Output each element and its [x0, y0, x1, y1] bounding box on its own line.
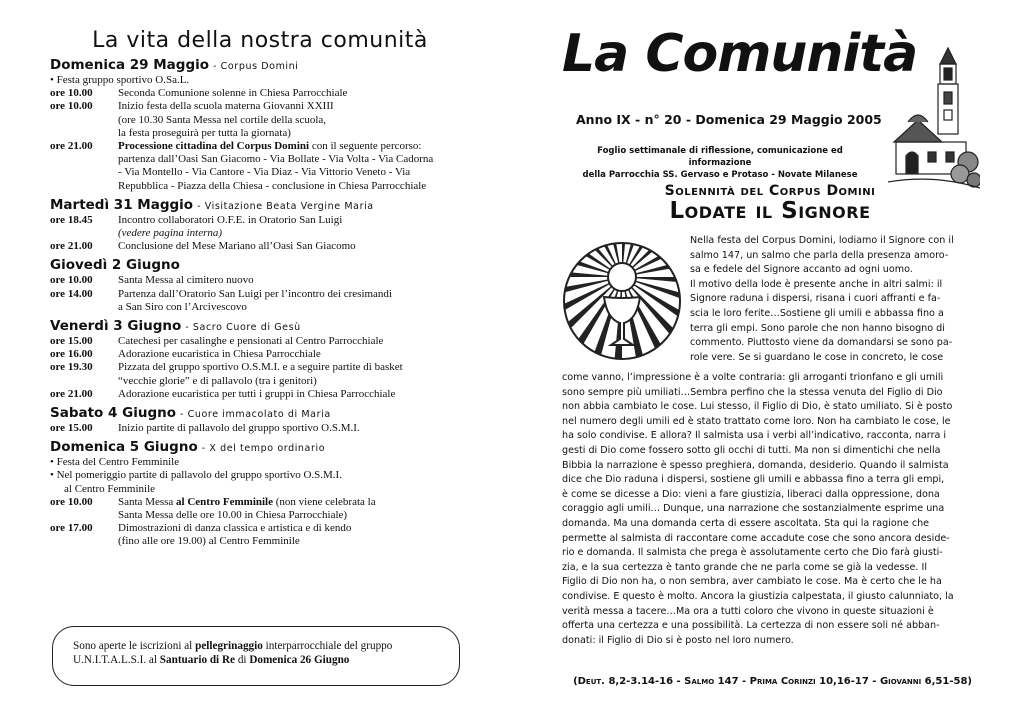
- day-feast: - Visitazione Beata Vergine Maria: [197, 200, 374, 212]
- church-illustration-icon: [888, 42, 980, 192]
- article-line: rio e domanda. Il salmista che prega è assolutamente certo che Dio farà giusti-: [562, 547, 943, 559]
- event-text: [118, 100, 470, 113]
- event-row: [50, 127, 470, 140]
- event-row: [50, 348, 470, 361]
- article-line: dice che Dio raduna i dispersi, sostiene gli umili e abbassa fino a terra gli empi,: [562, 474, 945, 486]
- event-text-part: Partenza dall’Oratorio San Luigi per l’incontro dei cresimandi: [118, 287, 392, 300]
- event-time: [50, 535, 118, 548]
- day-heading: [50, 405, 470, 421]
- event-bullet: • Nel pomeriggio partite di pallavolo del gruppo sportivo O.S.M.I.: [50, 469, 342, 482]
- event-text: [118, 496, 470, 509]
- article-line: zia, e la sua certezza è tanto grande che ne parla come se già la vedesse. Il: [562, 561, 927, 573]
- event-text-part: Santa Messa al cimitero nuovo: [118, 274, 254, 287]
- event-text: [118, 422, 470, 435]
- article-line: è come se dicesse a Dio: vieni a fare giustizia, liberaci dalla oppressione, dona: [562, 488, 940, 500]
- event-text-part: partenza dall’Oasi San Giacomo - Via Bollate - Via Volta - Via Cadorna: [118, 153, 434, 166]
- article-line: donati: il Figlio di Dio si è posto nel loro numero.: [562, 634, 794, 646]
- article-line: nel numero degli umili ed è stato trattato come loro. Non ha cambiato le cose, le: [562, 415, 951, 427]
- event-text: [118, 227, 470, 240]
- event-text-part: (vedere pagina interna): [118, 227, 223, 240]
- notice-text: interparrocchiale del gruppo: [262, 640, 393, 652]
- event-text: [118, 153, 470, 166]
- event-text-part: Pizzata del gruppo sportivo O.S.M.I. e a seguire partite di basket: [118, 361, 403, 374]
- event-text-part: Repubblica - Piazza della Chiesa - conclusione in Chiesa Parrocchiale: [118, 179, 427, 192]
- event-text: [118, 361, 470, 374]
- event-row: [50, 288, 470, 301]
- day-block: [50, 405, 470, 435]
- event-text: [118, 114, 470, 127]
- article-line: Il motivo della lode è presente anche in altri salmi: il: [690, 278, 943, 290]
- event-text: [118, 180, 470, 193]
- event-text-part: Incontro collaboratori O.F.E. in Oratorio San Luigi: [118, 213, 343, 226]
- day-date: Venerdì 3 Giugno: [50, 318, 182, 335]
- event-row: [50, 153, 470, 166]
- notice-text: Sono aperte le iscrizioni al: [73, 640, 196, 652]
- article-line: coraggio agli umili… Dunque, una narrazione che sostanzialmente esprime una: [562, 503, 945, 515]
- article-line: role vere. Se si guardano le cose in concreto, le cose: [690, 351, 944, 363]
- day-block: [50, 439, 470, 548]
- event-row: [50, 87, 470, 100]
- article-line: verità messa a tacere…Ma ora a tutti coloro che vivono in queste situazioni è: [562, 605, 934, 617]
- article-line: offerta una certezza e una possibilità. La certezza di non essere soli né abban-: [562, 620, 940, 632]
- event-text-part: la festa proseguirà per tutta la giornata): [118, 126, 291, 139]
- event-text: [118, 301, 470, 314]
- event-text-part: “vecchie glorie” e di pallavolo (tra i genitori): [118, 374, 317, 387]
- article-narrow-block: [690, 234, 970, 365]
- event-time: ore 15.00: [50, 422, 93, 435]
- event-time: ore 21.00: [50, 387, 93, 400]
- event-time: ore 19.30: [50, 361, 93, 374]
- article-line: gesti di Dio come fossero sotto gli occhi di tutti. Ma non si dimentichi che nella: [562, 444, 941, 456]
- event-row: [50, 100, 470, 113]
- event-time: ore 18.45: [50, 213, 93, 226]
- event-text-part: Seconda Comunione solenne in Chiesa Parrocchiale: [118, 87, 348, 100]
- event-text-part: Conclusione del Mese Mariano all’Oasi San Giacomo: [118, 240, 356, 253]
- day-block: [50, 57, 470, 193]
- event-time: ore 10.00: [50, 495, 93, 508]
- event-row: [50, 214, 470, 227]
- event-time: [50, 180, 118, 193]
- event-text-part: Processione cittadina del Corpus Domini: [118, 140, 310, 153]
- event-row: [50, 166, 470, 179]
- article-headline: Lodate il Signore: [669, 198, 871, 224]
- event-time: ore 17.00: [50, 522, 93, 535]
- event-time: ore 21.00: [50, 140, 93, 153]
- event-time: [50, 301, 118, 314]
- event-time: ore 16.00: [50, 348, 93, 361]
- event-bullet: • Festa del Centro Femminile: [50, 456, 180, 469]
- event-text: [118, 535, 470, 548]
- event-text-part: - Via Montello - Via Cantore - Via Diaz - Via Vittorio Veneto - Via: [118, 166, 411, 179]
- event-text-part: Adorazione eucaristica per tutti i gruppi in Chiesa Parrocchiale: [118, 387, 396, 400]
- day-feast: - Corpus Domini: [213, 61, 299, 72]
- event-row: [50, 140, 470, 153]
- day-feast: - X del tempo ordinario: [201, 443, 326, 455]
- event-time: ore 21.00: [50, 240, 93, 253]
- subtitle: [570, 145, 870, 181]
- event-text: [118, 214, 470, 227]
- event-row: [50, 422, 470, 435]
- article-line: come vanno, l’impressione è a volte contraria: gli arroganti trionfano e gli umili: [562, 372, 944, 383]
- event-text: [118, 509, 470, 522]
- event-text: [118, 375, 470, 388]
- event-time: ore 14.00: [50, 287, 93, 300]
- event-text-part: Adorazione eucaristica in Chiesa Parrocchiale: [118, 348, 321, 361]
- event-row: [50, 180, 470, 193]
- event-row: [50, 361, 470, 374]
- subtitle-line-1: Foglio settimanale di riflessione, comunicazione ed informazione: [597, 146, 843, 168]
- event-text: [118, 335, 470, 348]
- event-text: [118, 166, 470, 179]
- event-row: [50, 522, 470, 535]
- scripture-references: (Deut. 8,2-3.14-16 - Salmo 147 - Prima Corinzi 10,16-17 - Giovanni 6,51-58): [573, 676, 972, 687]
- day-heading: [50, 57, 470, 73]
- event-time: [50, 375, 118, 388]
- event-row: [50, 496, 470, 509]
- event-text-part: con il seguente percorso:: [309, 140, 422, 153]
- article-kicker: Solennità del Corpus Domini: [664, 183, 876, 199]
- event-row: [50, 274, 470, 287]
- event-text-part: al Centro Femminile: [176, 495, 273, 508]
- event-text: [118, 288, 470, 301]
- article-line: permette al salmista di raccontare come accadute cose che sono ancora deside-: [562, 532, 950, 544]
- event-time: ore 10.00: [50, 100, 93, 113]
- day-block: [50, 318, 470, 401]
- event-row: [50, 388, 470, 401]
- day-heading: [50, 257, 470, 273]
- article-line: terra gli empi. Sono parole che non hanno bisogno di: [690, 322, 945, 334]
- event-row: [50, 114, 470, 127]
- event-row: [50, 335, 470, 348]
- article-line: sono sempre più umiliati…Sembra perfino che la stessa venuta del Figlio di Dio: [562, 386, 943, 398]
- events-title: La vita della nostra comunità: [92, 28, 428, 53]
- article-wide-block: [562, 371, 970, 648]
- masthead-title: La Comunità: [562, 24, 918, 84]
- article-line: Bibbia la narrazione è spesso preghiera, domanda, desiderio. Quando il salmista: [562, 459, 949, 471]
- event-row: [50, 535, 470, 548]
- day-feast: - Sacro Cuore di Gesù: [185, 322, 301, 334]
- event-time: ore 10.00: [50, 87, 93, 100]
- event-time: [50, 153, 118, 166]
- day-date: Giovedì 2 Giugno: [50, 257, 180, 274]
- notice-bold: Domenica 26 Giugno: [249, 654, 350, 666]
- article-line: non abbia cambiato le cose. Lui stesso, il Figlio di Dio, è stato umiliato. Si è posto: [562, 401, 953, 413]
- event-text-part: Dimostrazioni di danza classica e artistica e di kendo: [118, 522, 352, 535]
- day-date: Martedì 31 Maggio: [50, 196, 194, 213]
- event-text: [118, 274, 470, 287]
- event-text: [118, 240, 470, 253]
- day-heading: [50, 439, 470, 455]
- event-time: [50, 227, 118, 240]
- notice-bold: Santuario di Re: [159, 654, 236, 666]
- event-time: [50, 114, 118, 127]
- article-line: condivise. E questo è molto. Ancora la giustizia calpestata, il giusto calunniato, la: [562, 590, 954, 602]
- subtitle-line-2: della Parrocchia SS. Gervaso e Protaso - Novate Milanese: [582, 170, 858, 180]
- event-time: ore 15.00: [50, 335, 93, 348]
- event-text: [118, 522, 470, 535]
- notice-text: U.N.I.T.A.L.S.I. al: [73, 654, 160, 666]
- events-column: [50, 28, 470, 549]
- event-text-part: (fino alle ore 19.00) al Centro Femminile: [118, 535, 300, 548]
- event-row: [50, 509, 470, 522]
- article-line: scia le loro ferite…Sostiene gli umili e abbassa fino a: [690, 307, 944, 319]
- notice-text: di: [235, 654, 250, 666]
- pilgrimage-notice: [52, 626, 460, 686]
- issue-line: Anno IX - n° 20 - Domenica 29 Maggio 2005: [576, 112, 882, 127]
- event-row: [50, 227, 470, 240]
- day-date: Domenica 5 Giugno: [50, 439, 198, 456]
- events-list: [50, 57, 470, 549]
- event-text: [118, 388, 470, 401]
- event-text: [118, 140, 470, 153]
- article-line: domanda. Ma una domanda certa di essere ascoltata. Sta qui la ragione che: [562, 517, 930, 529]
- event-time: [50, 509, 118, 522]
- article-line: commento. Piuttosto viene da domandarsi se sono pa-: [690, 337, 953, 349]
- article-line: Signore raduna i dispersi, risana i cuori affranti e fa-: [690, 293, 941, 305]
- day-block: [50, 197, 470, 254]
- event-text-part: Catechesi per casalinghe e pensionati al Centro Parrocchiale: [118, 335, 384, 348]
- article-line: ha solo condivise. E allora? Il salmista usa i verbi all’indicativo, racconta, narra i: [562, 430, 947, 442]
- article-line: Figlio di Dio non ha, o non sembra, aver cambiato le cose. Ma è certo che le ha: [562, 576, 942, 588]
- event-text: [118, 348, 470, 361]
- event-text-part: Santa Messa delle ore 10.00 in Chiesa Parrocchiale): [118, 509, 348, 522]
- event-time: [50, 127, 118, 140]
- article-line: Nella festa del Corpus Domini, lodiamo il Signore con il: [690, 235, 954, 246]
- article-line: sa e fedele del Signore accanto ad ogni uomo.: [690, 264, 913, 276]
- day-feast: - Cuore immacolato di Maria: [180, 409, 331, 421]
- event-time: [50, 166, 118, 179]
- notice-bold: pellegrinaggio: [195, 640, 263, 652]
- event-text: [118, 87, 470, 100]
- event-row: [50, 301, 470, 314]
- event-bullet-continued: al Centro Femminile: [64, 482, 156, 495]
- eucharist-emblem-icon: [561, 239, 683, 364]
- event-text: [118, 127, 470, 140]
- event-bullet: • Festa gruppo sportivo O.Sa.L.: [50, 74, 190, 86]
- event-row: [50, 375, 470, 388]
- day-block: [50, 257, 470, 314]
- event-row: [50, 240, 470, 253]
- event-text-part: (non viene celebrata la: [273, 495, 376, 508]
- day-heading: [50, 197, 470, 213]
- event-text-part: a San Siro con l’Arcivescovo: [118, 300, 247, 313]
- event-time: ore 10.00: [50, 274, 93, 287]
- article-line: salmo 147, un salmo che parla della presenza amoro-: [690, 249, 949, 261]
- event-text-part: Santa Messa: [118, 495, 177, 508]
- event-text-part: Inizio partite di pallavolo del gruppo sportivo O.S.M.I.: [118, 422, 360, 435]
- event-text-part: (ore 10.30 Santa Messa nel cortile della scuola,: [118, 113, 327, 126]
- day-date: Domenica 29 Maggio: [50, 57, 210, 73]
- day-heading: [50, 318, 470, 334]
- event-text-part: Inizio festa della scuola materna Giovanni XXIII: [118, 100, 334, 113]
- day-date: Sabato 4 Giugno: [50, 405, 176, 422]
